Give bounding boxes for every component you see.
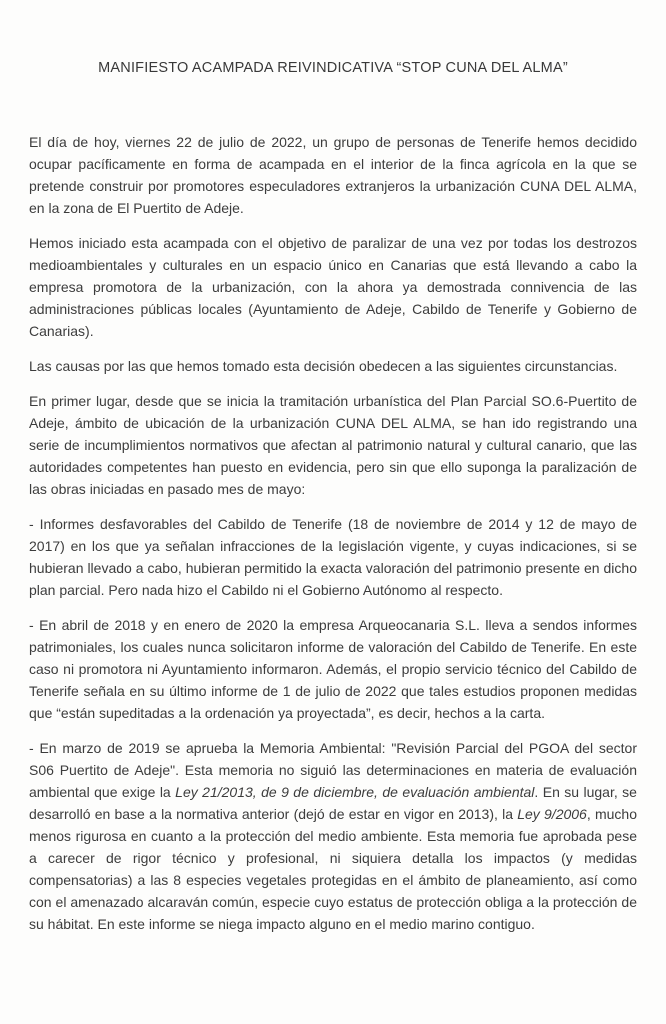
text-run: - En marzo de 2019 se aprueba la Memoria Ambiental: "Revisión Parcial del PGOA del sector S06 Puertito de Adeje". Esta memoria no siguió las determinaciones en materia de evaluación ambiental que exige la	[29, 740, 637, 800]
paragraph-3	[29, 355, 637, 377]
text-run: - Informes desfavorables del Cabildo de Tenerife (18 de noviembre de 2014 y 12 de mayo de 2017) en los que ya señalan infracciones de la legislación vigente, y cuyas indicaciones, si se hubieran llevado a cabo, hubieran permitido la exacta valoración del patrimonio presente en dicho plan parcial. Pero nada hizo el Cabildo ni el Gobierno Autónomo al respecto.	[29, 516, 637, 598]
document-title: MANIFIESTO ACAMPADA REIVINDICATIVA “STOP CUNA DEL ALMA”	[98, 60, 568, 76]
paragraph-7	[29, 737, 637, 935]
paragraph-2	[29, 232, 637, 342]
text-run-italic: Ley 21/2013, de 9 de diciembre, de evaluación ambiental	[175, 784, 535, 800]
text-run: Las causas por las que hemos tomado esta decisión obedecen a las siguientes circunstancias.	[29, 358, 618, 374]
paragraph-1	[29, 131, 637, 219]
text-run: , mucho menos rigurosa en cuanto a la protección del medio ambiente. Esta memoria fue aprobada pese a carecer de rigor técnico y profesional, ni siquiera detalla los impactos (y medidas compensatorias) a las 8 especies vegetales protegidas en el ámbito de planeamiento, así como con el amenazado alcaraván común, especie cuyo estatus de protección obliga a la protección de su hábitat. En este informe se niega impacto alguno en el medio marino contiguo.	[29, 806, 637, 932]
text-run: . En su lugar, se desarrolló en base a la normativa anterior (dejó de estar en vigor en 2013), la	[29, 784, 637, 822]
document-body	[29, 131, 637, 935]
text-run: El día de hoy, viernes 22 de julio de 2022, un grupo de personas de Tenerife hemos decidido ocupar pacíficamente en forma de acampada en el interior de la finca agrícola en la que se pretende construir por promotores especuladores extranjeros la urbanización CUNA DEL ALMA, en la zona de El Puertito de Adeje.	[29, 134, 637, 216]
text-run-italic: Ley 9/2006	[517, 806, 587, 822]
text-run: Hemos iniciado esta acampada con el objetivo de paralizar de una vez por todas los destrozos medioambientales y culturales en un espacio único en Canarias que está llevando a cabo la empresa promotora de la urbanización, con la ahora ya demostrada connivencia de las administraciones públicas locales (Ayuntamiento de Adeje, Cabildo de Tenerife y Gobierno de Canarias).	[29, 235, 637, 339]
text-run: En primer lugar, desde que se inicia la tramitación urbanística del Plan Parcial SO.6-Puertito de Adeje, ámbito de ubicación de la urbanización CUNA DEL ALMA, se han ido registrando una serie de incumplimientos normativos que afectan al patrimonio natural y cultural canario, que las autoridades competentes han puesto en evidencia, pero sin que ello suponga la paralización de las obras iniciadas en pasado mes de mayo:	[29, 393, 637, 497]
paragraph-5	[29, 513, 637, 601]
paragraph-4	[29, 390, 637, 500]
paragraph-6	[29, 614, 637, 724]
text-run: - En abril de 2018 y en enero de 2020 la empresa Arqueocanaria S.L. lleva a sendos informes patrimoniales, los cuales nunca solicitaron informe de valoración del Cabildo de Tenerife. En este caso ni promotora ni Ayuntamiento informaron. Además, el propio servicio técnico del Cabildo de Tenerife señala en su último informe de 1 de julio de 2022 que tales estudios proponen medidas que “están supeditadas a la ordenación ya proyectada”, es decir, hechos a la carta.	[29, 617, 637, 721]
